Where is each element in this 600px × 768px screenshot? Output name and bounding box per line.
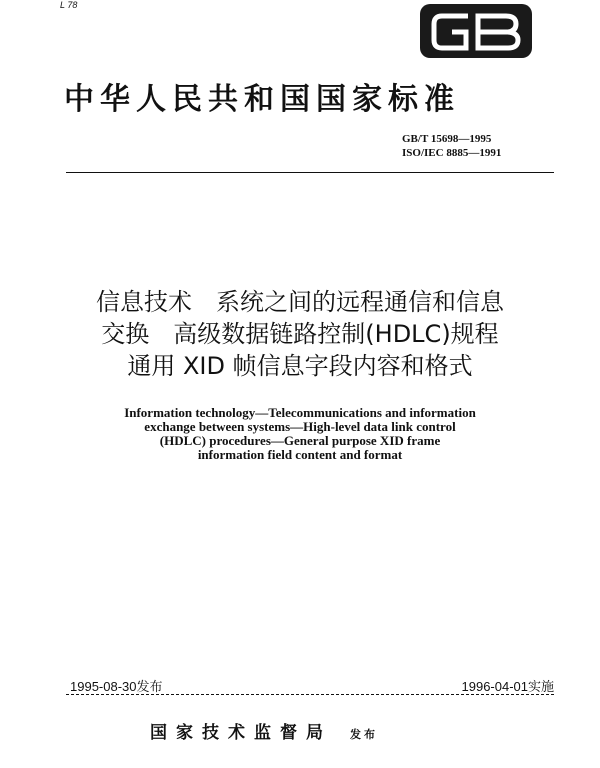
- chinese-title: [50, 286, 550, 382]
- chinese-title-line: 信息技术 系统之间的远程通信和信息: [96, 288, 504, 316]
- chinese-title-line: 通用 XID 帧信息字段内容和格式: [127, 352, 473, 380]
- english-title-line: exchange between systems—High-level data link control: [144, 419, 456, 434]
- issue-date: 1995-08-30发布: [70, 679, 163, 694]
- gb-logo-icon: [420, 0, 532, 62]
- national-standard-name: 中华人民共和国国家标准: [64, 82, 460, 117]
- publisher-action: 发布: [350, 728, 378, 741]
- footer-divider: [66, 694, 554, 695]
- header-divider: [66, 172, 554, 173]
- standard-numbers: [402, 132, 501, 160]
- chinese-title-line: 交换 高级数据链路控制(HDLC)规程: [101, 320, 499, 348]
- publisher: [150, 718, 378, 743]
- english-title: [60, 406, 540, 462]
- implementation-date: 1996-04-01实施: [461, 679, 554, 694]
- date-row: [70, 676, 554, 694]
- english-title-line: (HDLC) procedures—General purpose XID frame: [159, 433, 441, 448]
- publisher-name: 国家技术监督局: [150, 723, 332, 743]
- gb-standard-number: GB/T 15698—1995: [402, 133, 492, 145]
- english-title-line: information field content and format: [197, 447, 403, 462]
- english-title-line: Information technology—Telecommunications and information: [124, 405, 476, 420]
- iso-standard-number: ISO/IEC 8885—1991: [402, 147, 502, 159]
- classification-code: L 78: [60, 0, 78, 10]
